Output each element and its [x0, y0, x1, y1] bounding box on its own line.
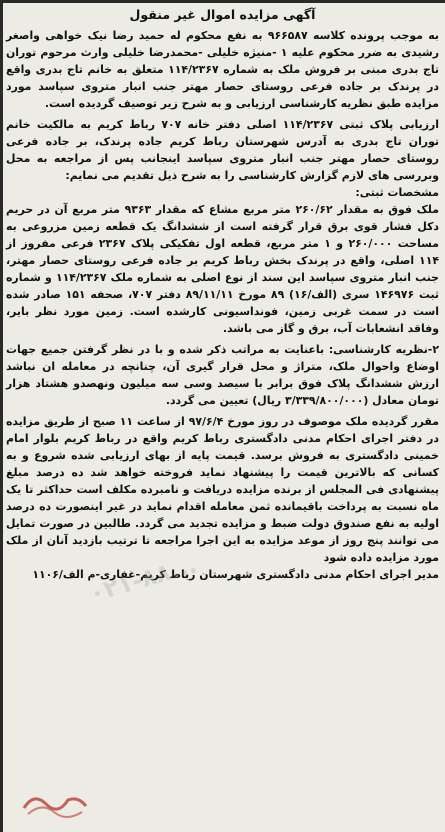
top-border [0, 0, 445, 3]
left-border [0, 0, 3, 832]
notice-title: آگهی مزایده اموال غیر منقول [129, 7, 316, 22]
auction-terms-paragraph: مقرر گردیده ملک موصوف در روز مورخ ۹۷/۶/۴ از ساعت ۱۱ صبح از طریق مزایده در دفتر اجرای احکام مدنی دادگستری رباط کریم واقع در رباط کریم بلوار امام خمینی دادگستری به فروش برسد. قیمت پایه از بهای ارزیابی شده شروع و به کسانی که بالاترین قیمت را پیشنهاد نماید فروخته خواهد شد ده درصد مبلغ پیشنهادی فی المجلس از برنده مزایده دریافت و نامبرده مکلف است حداکثر تا یک ماه نسبت به پرداخت باقیمانده ثمن معامله اقدام نماید در غیر اینصورت ده درصد اولیه به نفع صندوق دولت ضبط و مزایده تجدید می گردد. طالبین در صورت تمایل می توانند پنج روز از موعد مزایده به این اجرا مراجعه تا ترتیب بازدید آنان از ملک مورد مزایده داده شود [6, 415, 439, 564]
auction-notice [6, 4, 439, 583]
registration-specs-heading: مشخصات ثبتی: [355, 186, 439, 199]
expert-opinion-paragraph: ۲-نظریه کارشناسی: باعنایت به مراتب ذکر شده و با در نظر گرفتن جمیع جهات اوضاع واحوال ملک، متراژ و محل قرار گیری آن، چنانچه در معامله ان نباشد ارزش ششدانگ پلاک فوق برابر با سیصد وسی سه میلیون ونهصدو هشتاد هزار تومان معادل (۳/۳۳۹/۸۰۰/۰۰۰ ریال) تعیین می گردد. [6, 343, 439, 407]
red-stamp-icon [20, 786, 90, 820]
phone-watermark: ۰۲۱-۸۸... [86, 550, 201, 608]
valuation-paragraph: ارزیابی پلاک ثبتی ۱۱۴/۲۳۶۷ اصلی دفتر خانه ۷۰۷ رباط کریم به مالکیت خانم توران تاج بدری به آدرس شهرستان رباط کریم جاده پرندک، بر جاده فرعی روستای حصار مهتر جنب انبار متروی سپاسد اینجانب پس از مراجعه به محل وبررسی های لازم گزارش کارشناسی را به شرح ذیل تقدیم می نمایم: [6, 118, 439, 182]
signature-line: مدیر اجرای احکام مدنی دادگستری شهرستان رباط کریم-غفاری-م الف/۱۱۰۶ [32, 568, 439, 581]
intro-paragraph: به موجب پرونده کلاسه ۹۶۶۵۸۷ به نفع محکوم له حمید رضا نیک خواهی واصغر رشیدی به ضرر محکوم علیه ۱ -منیژه خلیلی -محمدرضا خلیلی وارث مرحوم توران تاج بدری مبنی بر فروش ملک به شماره ۱۱۴/۲۳۶۷ متعلق به خانم تاج بدری واقع در پرندک بر جاده فرعی روستای حصار مهتر جنب انبار متروی سپاسد مورد مزایده طبق نظریه کارشناسی ارزیابی و به شرح زیر توصیف گردیده است. [6, 29, 440, 110]
property-details-paragraph: ملک فوق به مقدار ۲۶۰/۶۲ متر مربع مشاع که مقدار ۹۳۶۳ متر مربع آن در حریم دکل فشار قوی برق قرار گرفته است از ششدانگ یک قطعه زمین مزروعی به مساحت ۲۶۰/۰۰۰ و ۱ متر مربع، قطعه اول تفکیکی پلاک ۲۳۶۷ فرعی مفروز از ۱۱۴ اصلی، واقع در پرندک بخش رباط کریم بر جاده فرعی روستای حصار مهتر، جنب انبار متروی سپاسد این سند از نوع اصلی به شماره ملک ۱۱۴/۲۳۶۷ و شماره ثبت ۱۴۶۹۷۶ سری (الف/۱۶) ۸۹ مورخ ۸۹/۱۱/۱۱ دفتر ۷۰۷، صحفه ۱۵۱ صادر شده است در سمت غربی زمین، فونداسیونی کارشده است. زمین مورد نظر بایر، وفاقد انشعابات آب، برق و گاز می باشد. [6, 203, 440, 335]
